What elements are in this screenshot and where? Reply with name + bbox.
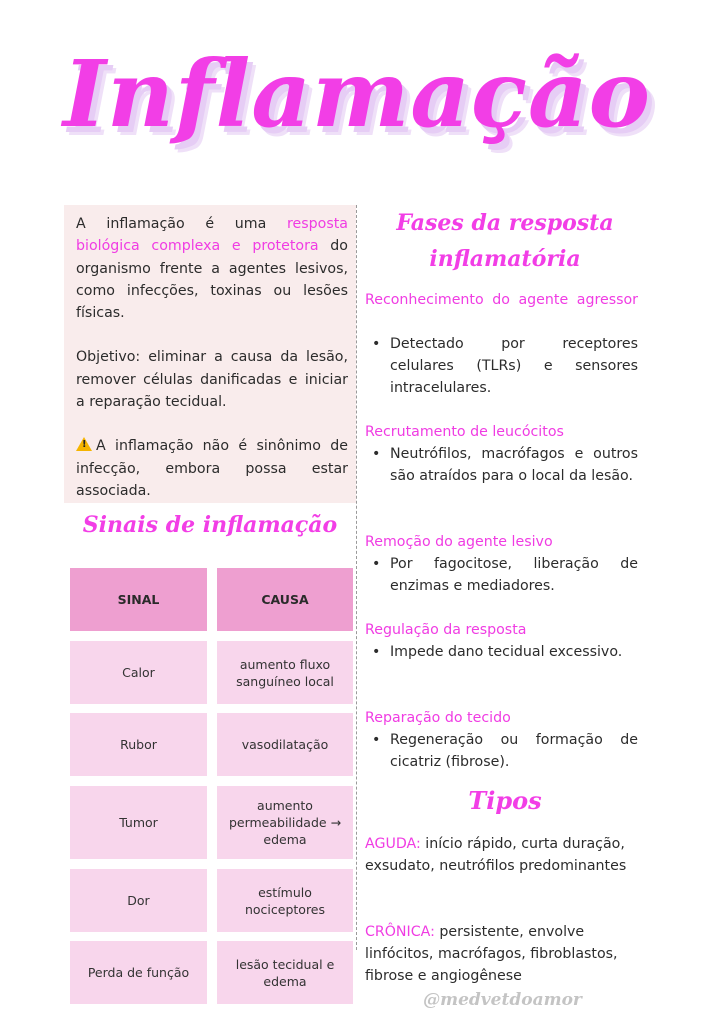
intro-highlight: resposta biológica complexa e protetora [76,216,348,255]
phase-item [372,729,638,773]
table-cell-causa: vasodilatação [217,713,353,776]
phase-item [372,443,638,487]
phase-heading: Reconhecimento do agente agressor [365,292,638,308]
table-cell-sinal: Calor [70,641,207,704]
phase-heading: Reparação do tecido [365,710,511,726]
phase-text: Regeneração ou formação de cicatriz (fibrose). [390,732,638,770]
phase-item [372,553,638,597]
bullet-icon: • [372,732,381,748]
fases-title: Fases da resposta inflamatória [396,210,614,272]
phase-text: Detectado por receptores celulares (TLRs) e sensores intracelulares. [390,336,638,396]
author-handle: @medvetdoamor [423,990,582,1010]
table-header-causa: CAUSA [217,568,353,631]
tipo-label: CRÔNICA: [365,924,435,940]
warning-icon [76,437,92,451]
intro-paragraph-definition [76,213,348,324]
tipos-title: Tipos [468,786,542,815]
warning-text: A inflamação não é sinônimo de infecção, embora possa estar associada. [76,438,348,499]
tipo-text: início rápido, curta duração, exsudato, neutrófilos predominantes [365,836,627,874]
phase-text: Impede dano tecidual excessivo. [390,644,623,660]
sinais-title: Sinais de inflamação [82,512,338,538]
tipo-cronica [365,921,640,987]
page-title: Inflamação [62,40,651,148]
tipo-aguda [365,833,640,877]
phase-heading: Recrutamento de leucócitos [365,424,564,440]
phase-item [372,641,638,663]
phase-text: Por fagocitose, liberação de enzimas e mediadores. [390,556,638,594]
phase-heading: Remoção do agente lesivo [365,534,553,550]
intro-text: A inflamação é uma [76,216,288,232]
tipo-text: persistente, envolve linfócitos, macrófagos, fibroblastos, fibrose e angiogênese [365,924,618,984]
bullet-icon: • [372,446,381,462]
bullet-icon: • [372,336,381,352]
table-cell-sinal: Rubor [70,713,207,776]
table-cell-sinal: Dor [70,869,207,932]
table-header-sinal: SINAL [70,568,207,631]
bullet-icon: • [372,644,381,660]
tipo-label: AGUDA: [365,836,421,852]
column-divider [356,205,357,950]
intro-paragraph-objective: Objetivo: eliminar a causa da lesão, remover células danificadas e iniciar a reparação tecidual. [76,349,348,411]
table-cell-causa: estímulo nociceptores [217,869,353,932]
phase-item [372,333,638,399]
table-cell-sinal: Tumor [70,786,207,859]
intro-paragraph-warning [76,435,348,502]
table-cell-causa: aumento permeabilidade → edema [217,786,353,859]
table-cell-causa: lesão tecidual e edema [217,941,353,1004]
phase-heading: Regulação da resposta [365,622,527,638]
table-cell-sinal: Perda de função [70,941,207,1004]
phase-text: Neutrófilos, macrófagos e outros são atraídos para o local da lesão. [390,446,638,484]
intro-box [64,205,356,503]
bullet-icon: • [372,556,381,572]
table-cell-causa: aumento fluxo sanguíneo local [217,641,353,704]
intro-text: do organismo frente a agentes lesivos, como infecções, toxinas ou lesões físicas. [76,238,348,322]
